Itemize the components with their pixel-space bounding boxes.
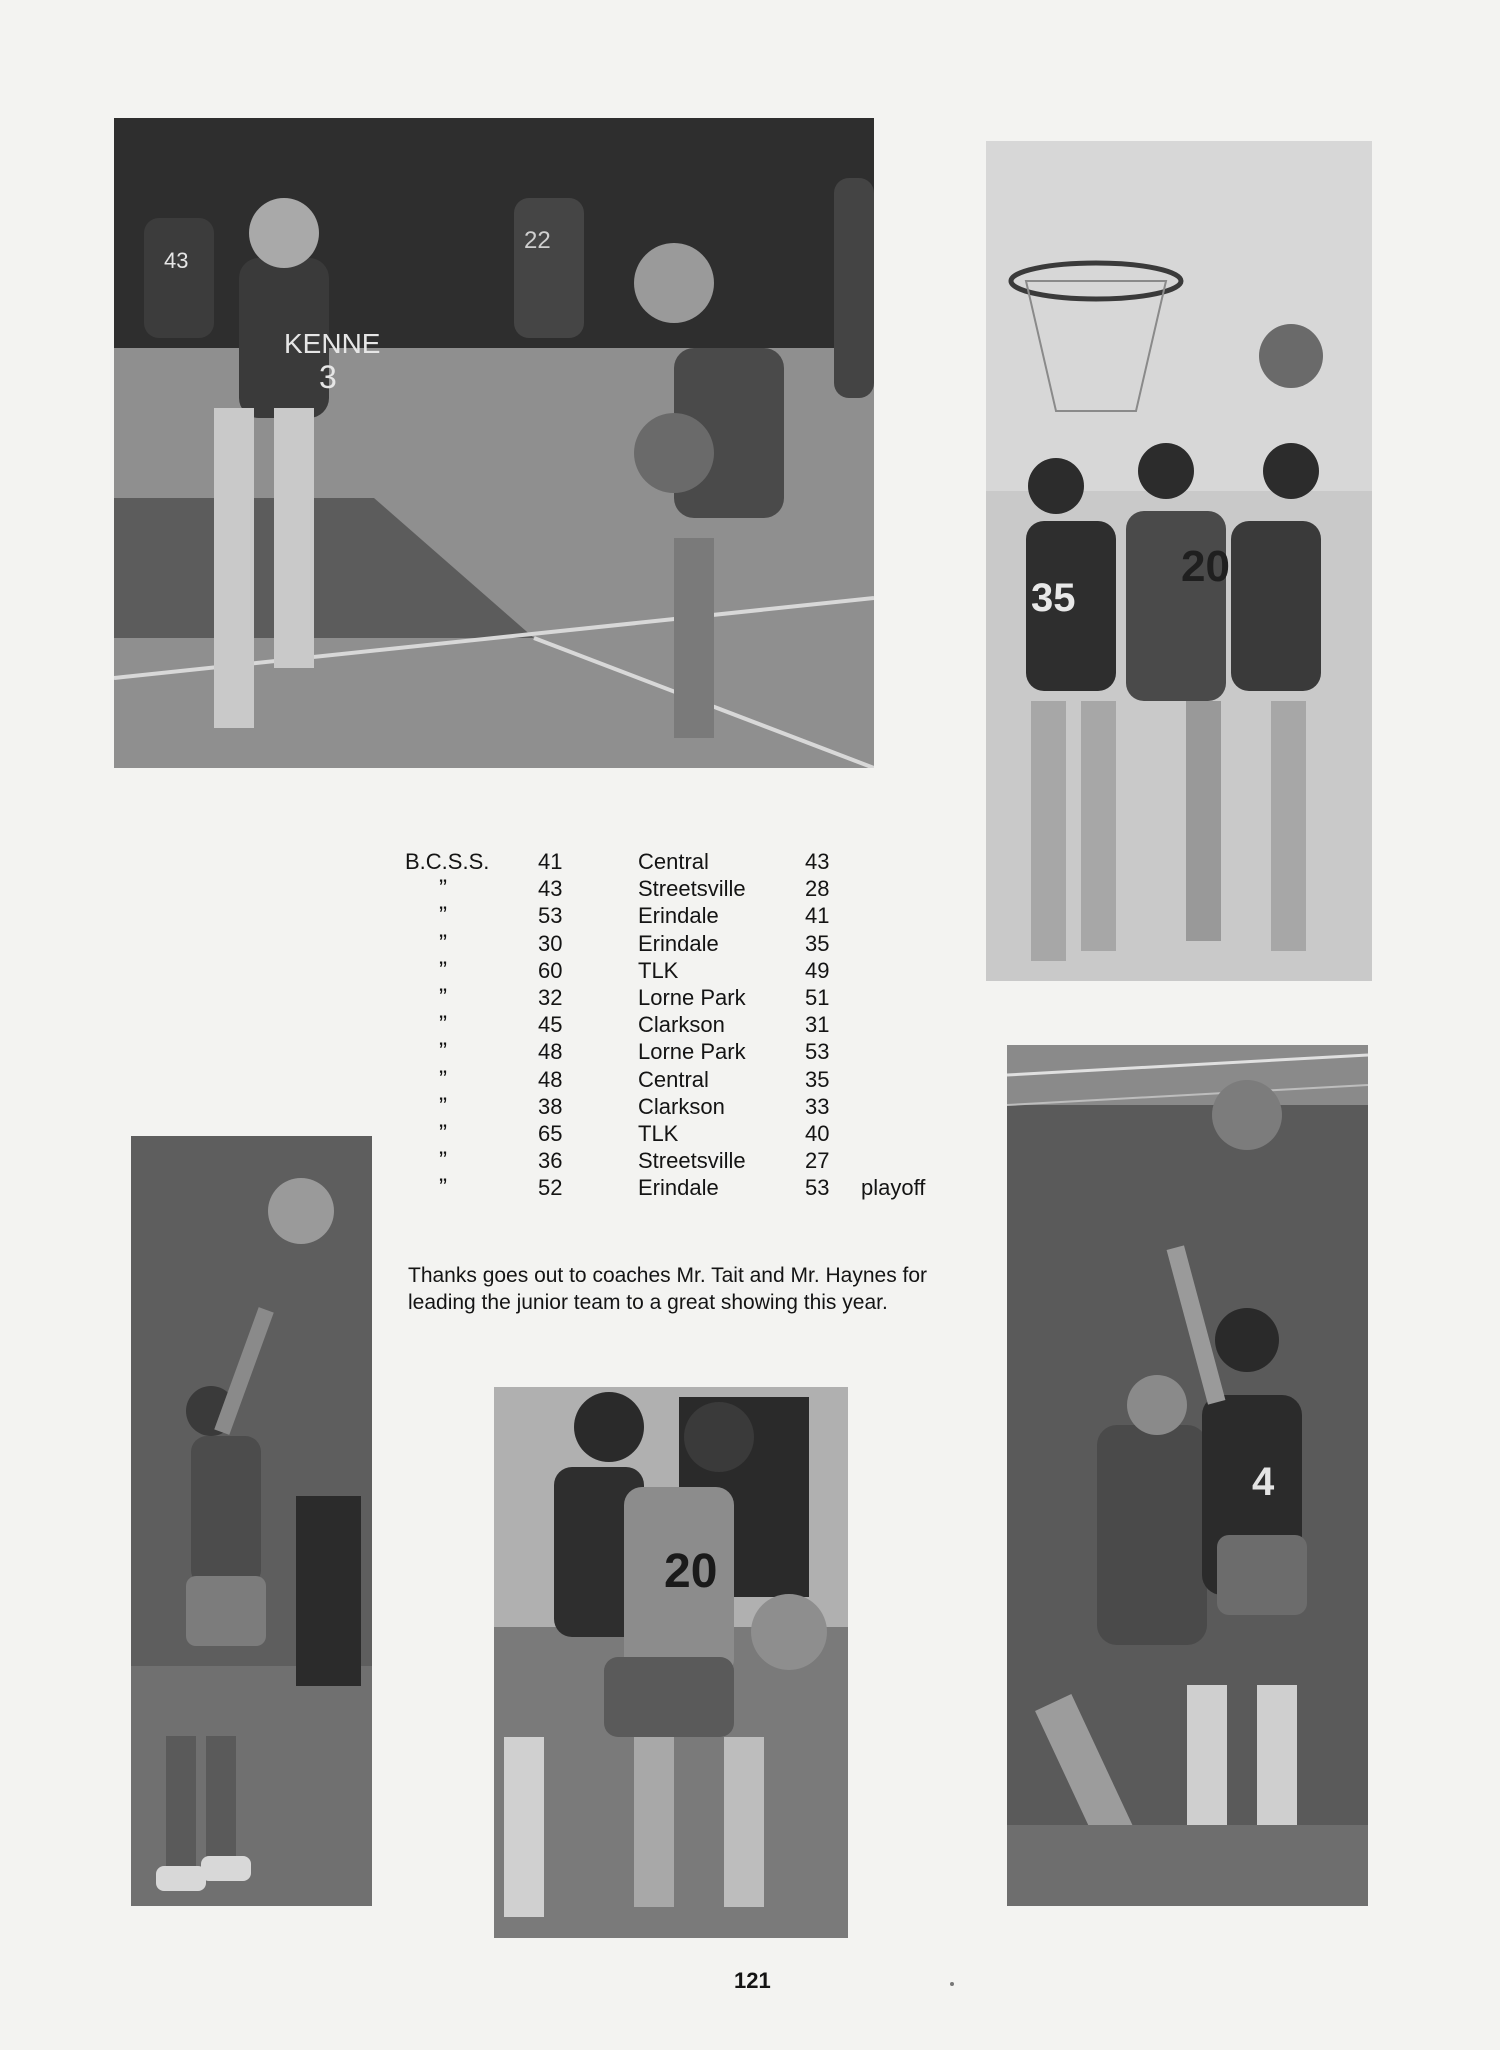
basketball-photo-rebound xyxy=(986,141,1372,981)
opponent-name: Erindale xyxy=(638,903,719,929)
opponent-score: 33 xyxy=(805,1093,830,1119)
basketball-photo-block-image xyxy=(1007,1045,1368,1906)
opponent-score: 53 xyxy=(805,1175,830,1201)
basketball-photo-rebound-image xyxy=(986,141,1372,981)
ditto-mark: ” xyxy=(439,1011,447,1039)
season-scores-table xyxy=(405,848,965,1201)
opponent-name: Erindale xyxy=(638,930,719,956)
team-score: 36 xyxy=(538,1148,563,1174)
jersey-number: 43 xyxy=(164,248,189,273)
team-score: 53 xyxy=(538,903,563,929)
jersey-number: 20 xyxy=(1181,542,1230,591)
opponent-score: 31 xyxy=(805,1012,830,1038)
opponent-name: TLK xyxy=(638,957,679,983)
score-row xyxy=(405,1038,965,1065)
score-row xyxy=(405,1174,965,1201)
team-score: 30 xyxy=(538,930,563,956)
opponent-name: Streetsville xyxy=(638,1148,746,1174)
coaches-thanks-paragraph: Thanks goes out to coaches Mr. Tait and Mr. Haynes for leading the junior team to a great showing this year. xyxy=(408,1264,928,1314)
opponent-name: Central xyxy=(638,1066,709,1092)
score-row xyxy=(405,1093,965,1120)
basketball-photo-dribble xyxy=(114,118,874,768)
page-number: 121 xyxy=(734,1968,771,1993)
jersey-number: 35 xyxy=(1031,576,1076,620)
basketball-photo-drive xyxy=(494,1387,848,1938)
basketball-photo-jump-shot xyxy=(131,1136,372,1906)
ditto-mark: ” xyxy=(439,1119,447,1147)
ditto-mark: ” xyxy=(439,929,447,957)
opponent-score: 28 xyxy=(805,876,830,902)
ditto-mark: ” xyxy=(439,983,447,1011)
basketball-photo-dribble-image xyxy=(114,118,874,768)
jersey-number: 3 xyxy=(319,359,337,395)
basketball-photo-block xyxy=(1007,1045,1368,1906)
basketball-photo-jump-shot-image xyxy=(131,1136,372,1906)
opponent-name: Clarkson xyxy=(638,1093,725,1119)
opponent-name: Lorne Park xyxy=(638,1039,746,1065)
opponent-score: 51 xyxy=(805,984,830,1010)
ditto-mark: ” xyxy=(439,1147,447,1175)
opponent-score: 43 xyxy=(805,849,830,874)
jersey-number: 20 xyxy=(664,1545,718,1598)
score-row xyxy=(405,902,965,929)
opponent-name: Streetsville xyxy=(638,876,746,902)
opponent-name: Central xyxy=(638,849,709,874)
team-score: 52 xyxy=(538,1175,563,1201)
basketball-photo-drive-image xyxy=(494,1387,848,1938)
score-row xyxy=(405,848,965,875)
ditto-mark: ” xyxy=(439,1065,447,1093)
ditto-mark: ” xyxy=(439,1038,447,1066)
opponent-name: TLK xyxy=(638,1120,679,1146)
ditto-mark: ” xyxy=(439,1092,447,1120)
opponent-name: Lorne Park xyxy=(638,984,746,1010)
opponent-score: 35 xyxy=(805,930,830,956)
team-score: 65 xyxy=(538,1120,563,1146)
opponent-score: 27 xyxy=(805,1148,830,1174)
score-row xyxy=(405,875,965,902)
ditto-mark: ” xyxy=(439,956,447,984)
team-score: 60 xyxy=(538,957,563,983)
score-row xyxy=(405,1066,965,1093)
print-speck xyxy=(950,1982,954,1986)
team-score: 41 xyxy=(538,849,563,874)
team-score: 48 xyxy=(538,1066,563,1092)
opponent-name: Erindale xyxy=(638,1175,719,1201)
game-note: playoff xyxy=(861,1175,926,1201)
jersey-text: KENNE xyxy=(284,328,381,359)
ditto-mark: ” xyxy=(439,902,447,930)
score-row xyxy=(405,930,965,957)
opponent-score: 53 xyxy=(805,1039,830,1065)
score-row xyxy=(405,1120,965,1147)
opponent-score: 49 xyxy=(805,957,830,983)
team-score: 48 xyxy=(538,1039,563,1065)
team-name: B.C.S.S. xyxy=(405,849,490,874)
score-row xyxy=(405,984,965,1011)
opponent-name: Clarkson xyxy=(638,1012,725,1038)
opponent-score: 41 xyxy=(805,903,830,929)
opponent-score: 35 xyxy=(805,1066,830,1092)
team-score: 43 xyxy=(538,876,563,902)
team-score: 32 xyxy=(538,984,563,1010)
team-score: 38 xyxy=(538,1093,563,1119)
jersey-number: 22 xyxy=(524,227,551,254)
ditto-mark: ” xyxy=(439,875,447,903)
team-score: 45 xyxy=(538,1012,563,1038)
score-row xyxy=(405,957,965,984)
opponent-score: 40 xyxy=(805,1120,830,1146)
jersey-number: 4 xyxy=(1252,1460,1275,1504)
score-row xyxy=(405,1147,965,1174)
score-row xyxy=(405,1011,965,1038)
ditto-mark: ” xyxy=(439,1174,447,1202)
